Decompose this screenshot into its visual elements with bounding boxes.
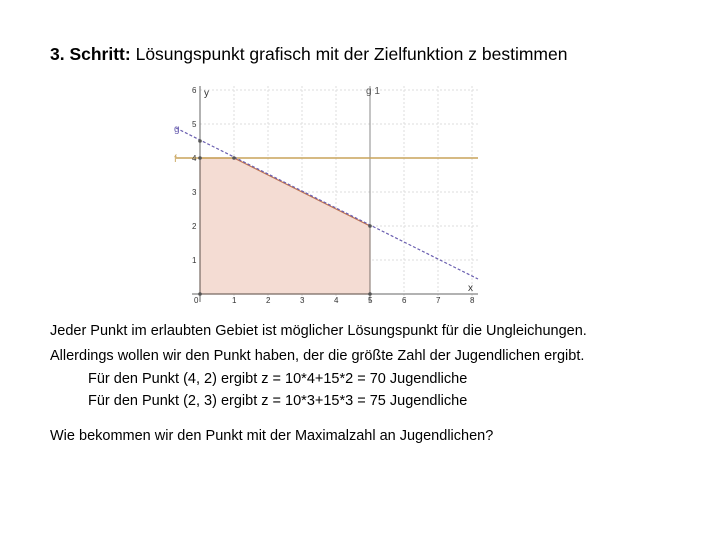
x-tick-label: 6 [402, 296, 407, 305]
x-axis-label: x [468, 283, 473, 294]
line-g1-label: g 1 [366, 86, 380, 97]
x-tick-label: 4 [334, 296, 339, 305]
slide-title-text: Lösungspunkt grafisch mit der Zielfunktion z bestimmen [135, 44, 568, 64]
x-tick-label: 0 [194, 296, 199, 305]
text-line-3: Für den Punkt (4, 2) ergibt z = 10*4+15*2 = 70 Jugendliche [88, 371, 468, 387]
y-tick-label: 4 [192, 154, 197, 163]
text-line-2: Allerdings wollen wir den Punkt haben, der die größte Zahl der Jugendlichen ergibt. [50, 348, 585, 364]
y-tick-label: 3 [192, 188, 197, 197]
x-tick-label: 8 [470, 296, 475, 305]
question-text: Wie bekommen wir den Punkt mit der Maximalzahl an Jugendlichen? [50, 428, 494, 444]
line-f-label: f [174, 154, 177, 165]
y-tick-label: 1 [192, 256, 197, 265]
y-tick-label: 6 [192, 86, 197, 95]
x-tick-label: 3 [300, 296, 305, 305]
y-tick-label: 5 [192, 120, 197, 129]
text-line-4: Für den Punkt (2, 3) ergibt z = 10*3+15*3 = 75 Jugendliche [88, 393, 468, 409]
text-line-1: Jeder Punkt im erlaubten Gebiet ist möglicher Lösungspunkt für die Ungleichungen. [50, 323, 587, 339]
x-tick-label: 7 [436, 296, 441, 305]
slide-title [50, 44, 567, 65]
line-g-label: g [174, 124, 180, 135]
y-axis-label: y [204, 88, 209, 99]
x-tick-label: 2 [266, 296, 271, 305]
feasible-region [200, 158, 370, 294]
slide-title-prefix: 3. Schritt: [50, 44, 131, 64]
y-tick-label: 2 [192, 222, 197, 231]
x-tick-label: 1 [232, 296, 237, 305]
feasible-region-graph [170, 80, 482, 310]
x-tick-label: 5 [368, 296, 373, 305]
